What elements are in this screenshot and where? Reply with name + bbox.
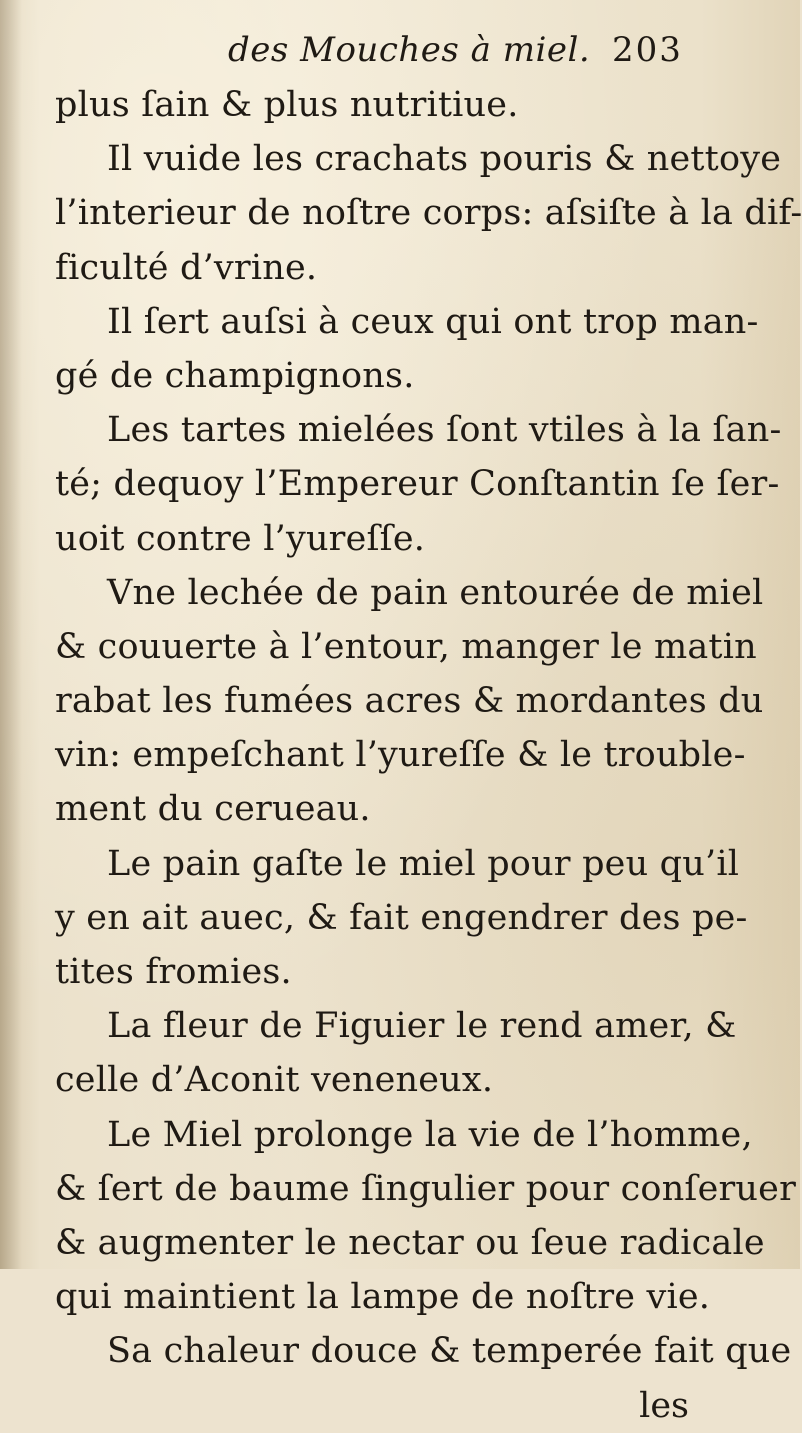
text-line: rabat les fumées acres & mordantes du bbox=[55, 681, 764, 722]
text-line: Le pain gaſte le miel pour peu qu’il bbox=[107, 843, 740, 884]
text-line: plus ſain & plus nutritiue. bbox=[55, 85, 519, 125]
text-line: y en ait auec, & fait engendrer des pe- bbox=[55, 897, 748, 938]
text-line: té; dequoy l’Empereur Conſtantin ſe ſer- bbox=[55, 464, 780, 505]
text-line: Les tartes mielées ſont vtiles à la ſan- bbox=[107, 410, 782, 451]
text-line: l’interieur de noſtre corps: aſsiſte à la dif- bbox=[55, 193, 802, 234]
text-line: & ſert de baume ſingulier pour conſeruer bbox=[55, 1168, 797, 1209]
running-head: des Mouches à miel. bbox=[228, 30, 591, 70]
text-line: ficulté d’vrine. bbox=[55, 247, 318, 288]
text-line: celle d’Aconit veneneux. bbox=[55, 1060, 494, 1101]
text-line: Sa chaleur douce & temperée fait que bbox=[107, 1331, 792, 1372]
text-line: qui maintient la lampe de noſtre vie. bbox=[55, 1277, 711, 1318]
spine-shadow bbox=[0, 0, 22, 1269]
text-line: & couuerte à l’entour, manger le matin bbox=[55, 626, 757, 667]
text-block bbox=[55, 78, 802, 1433]
page-number: 203 bbox=[612, 30, 683, 70]
text-line: tites fromies. bbox=[55, 952, 292, 992]
text-line: Vne lechée de pain entourée de miel bbox=[107, 572, 764, 613]
text-line: Il vuide les crachats pouris & nettoye bbox=[107, 139, 782, 180]
text-line: La fleur de Figuier le rend amer, & bbox=[107, 1006, 737, 1047]
text-line: Il ſert auſsi à ceux qui ont trop man- bbox=[107, 301, 759, 342]
text-line: ment du cerueau. bbox=[55, 789, 371, 830]
text-line: & augmenter le nectar ou ſeue radicale bbox=[55, 1222, 765, 1263]
text-line: uoit contre l’yureſſe. bbox=[55, 518, 426, 559]
text-line: Le Miel prolonge la vie de l’homme, bbox=[107, 1114, 753, 1155]
text-line: vin: empeſchant l’yureſſe & le trouble- bbox=[55, 735, 746, 776]
text-line: gé de champignons. bbox=[55, 355, 415, 396]
catchword: les bbox=[639, 1385, 689, 1426]
